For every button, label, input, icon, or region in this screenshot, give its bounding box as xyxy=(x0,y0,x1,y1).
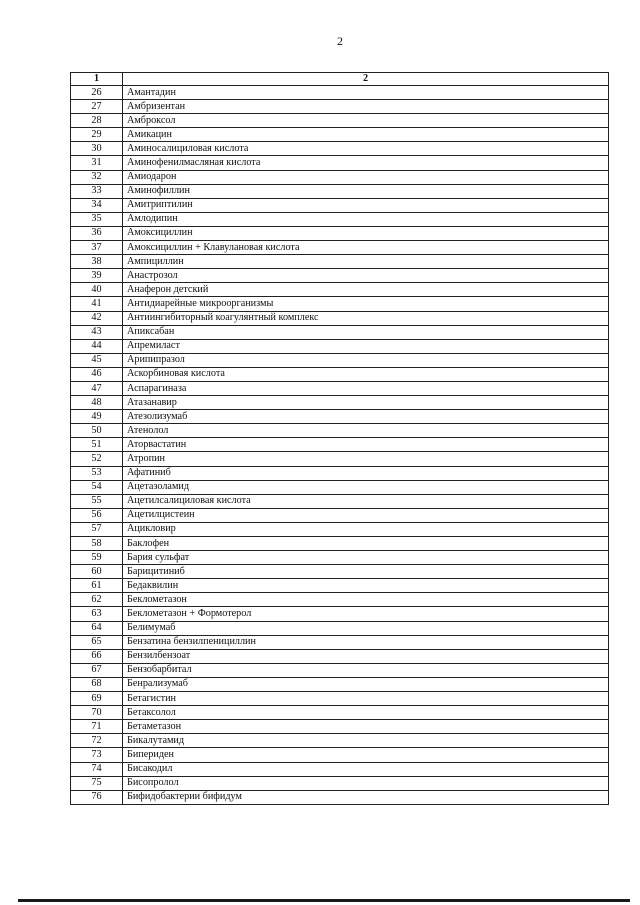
row-number: 58 xyxy=(71,537,123,551)
table-row xyxy=(71,128,609,142)
drug-name: Анастрозол xyxy=(123,269,609,283)
row-number: 49 xyxy=(71,410,123,424)
row-number: 26 xyxy=(71,86,123,100)
table-row xyxy=(71,621,609,635)
row-number: 71 xyxy=(71,720,123,734)
drug-name: Ацикловир xyxy=(123,522,609,536)
row-number: 50 xyxy=(71,424,123,438)
row-number: 74 xyxy=(71,762,123,776)
table-row xyxy=(71,297,609,311)
row-number: 61 xyxy=(71,579,123,593)
table-row xyxy=(71,748,609,762)
row-number: 65 xyxy=(71,635,123,649)
drug-name: Афатиниб xyxy=(123,466,609,480)
row-number: 75 xyxy=(71,776,123,790)
drug-name: Бифидобактерии бифидум xyxy=(123,790,609,804)
table-row xyxy=(71,607,609,621)
table-row xyxy=(71,156,609,170)
table-row xyxy=(71,438,609,452)
table-body xyxy=(71,86,609,805)
row-number: 38 xyxy=(71,255,123,269)
table-row xyxy=(71,706,609,720)
drug-name: Апремиласт xyxy=(123,339,609,353)
table-row xyxy=(71,269,609,283)
table-row xyxy=(71,762,609,776)
row-number: 68 xyxy=(71,677,123,691)
drug-name: Ацетилсалициловая кислота xyxy=(123,494,609,508)
table-row xyxy=(71,649,609,663)
row-number: 32 xyxy=(71,170,123,184)
table-row xyxy=(71,241,609,255)
drug-name: Беклометазон + Формотерол xyxy=(123,607,609,621)
row-number: 44 xyxy=(71,339,123,353)
table-row xyxy=(71,396,609,410)
row-number: 76 xyxy=(71,790,123,804)
table-row xyxy=(71,410,609,424)
row-number: 47 xyxy=(71,381,123,395)
row-number: 52 xyxy=(71,452,123,466)
table-row xyxy=(71,635,609,649)
row-number: 64 xyxy=(71,621,123,635)
row-number: 36 xyxy=(71,226,123,240)
row-number: 67 xyxy=(71,663,123,677)
column-header-name: 2 xyxy=(123,73,609,86)
row-number: 55 xyxy=(71,494,123,508)
table-row xyxy=(71,593,609,607)
row-number: 56 xyxy=(71,508,123,522)
table-row xyxy=(71,226,609,240)
drug-name: Атазанавир xyxy=(123,396,609,410)
drug-name: Беклометазон xyxy=(123,593,609,607)
drug-name: Аторвастатин xyxy=(123,438,609,452)
row-number: 37 xyxy=(71,241,123,255)
table-row xyxy=(71,508,609,522)
table-row xyxy=(71,452,609,466)
row-number: 48 xyxy=(71,396,123,410)
drug-name: Бенрализумаб xyxy=(123,677,609,691)
row-number: 43 xyxy=(71,325,123,339)
drug-name: Бисопролол xyxy=(123,776,609,790)
bottom-rule xyxy=(18,899,630,902)
table-row xyxy=(71,311,609,325)
table-row xyxy=(71,677,609,691)
drug-name: Амбризентан xyxy=(123,100,609,114)
row-number: 41 xyxy=(71,297,123,311)
drug-name: Бисакодил xyxy=(123,762,609,776)
table-row xyxy=(71,494,609,508)
row-number: 53 xyxy=(71,466,123,480)
row-number: 28 xyxy=(71,114,123,128)
row-number: 39 xyxy=(71,269,123,283)
drug-name: Атезолизумаб xyxy=(123,410,609,424)
row-number: 29 xyxy=(71,128,123,142)
drug-name: Амброксол xyxy=(123,114,609,128)
drug-name: Бензилбензоат xyxy=(123,649,609,663)
row-number: 73 xyxy=(71,748,123,762)
table-row xyxy=(71,565,609,579)
table-row xyxy=(71,325,609,339)
drug-name: Бензобарбитал xyxy=(123,663,609,677)
row-number: 46 xyxy=(71,367,123,381)
table-row xyxy=(71,480,609,494)
row-number: 40 xyxy=(71,283,123,297)
table-row xyxy=(71,663,609,677)
table-row xyxy=(71,734,609,748)
row-number: 62 xyxy=(71,593,123,607)
row-number: 70 xyxy=(71,706,123,720)
drug-name: Бетаксолол xyxy=(123,706,609,720)
drug-name: Ацетазоламид xyxy=(123,480,609,494)
table-row xyxy=(71,692,609,706)
table-row xyxy=(71,170,609,184)
table-row xyxy=(71,720,609,734)
drug-name: Атропин xyxy=(123,452,609,466)
table-row xyxy=(71,283,609,297)
drug-name: Бипериден xyxy=(123,748,609,762)
table-row xyxy=(71,466,609,480)
table-row xyxy=(71,184,609,198)
drug-name: Бетаметазон xyxy=(123,720,609,734)
drug-table xyxy=(70,72,609,805)
row-number: 30 xyxy=(71,142,123,156)
row-number: 54 xyxy=(71,480,123,494)
row-number: 33 xyxy=(71,184,123,198)
drug-name: Барицитиниб xyxy=(123,565,609,579)
row-number: 57 xyxy=(71,522,123,536)
table-header-row xyxy=(71,73,609,86)
table-row xyxy=(71,255,609,269)
table-row xyxy=(71,424,609,438)
row-number: 45 xyxy=(71,353,123,367)
drug-name: Бетагистин xyxy=(123,692,609,706)
row-number: 59 xyxy=(71,551,123,565)
drug-name: Аминофиллин xyxy=(123,184,609,198)
drug-name: Баклофен xyxy=(123,537,609,551)
drug-name: Бедаквилин xyxy=(123,579,609,593)
drug-name: Амоксициллин xyxy=(123,226,609,240)
drug-name: Аскорбиновая кислота xyxy=(123,367,609,381)
drug-name: Анаферон детский xyxy=(123,283,609,297)
table-row xyxy=(71,537,609,551)
row-number: 31 xyxy=(71,156,123,170)
page-number: 2 xyxy=(337,34,343,48)
drug-name: Ацетилцистеин xyxy=(123,508,609,522)
row-number: 63 xyxy=(71,607,123,621)
drug-name: Аминофенилмасляная кислота xyxy=(123,156,609,170)
table-row xyxy=(71,367,609,381)
table-row xyxy=(71,142,609,156)
drug-name: Амитриптилин xyxy=(123,198,609,212)
row-number: 27 xyxy=(71,100,123,114)
table-row xyxy=(71,790,609,804)
column-header-number: 1 xyxy=(71,73,123,86)
table-row xyxy=(71,114,609,128)
drug-name: Арипипразол xyxy=(123,353,609,367)
row-number: 60 xyxy=(71,565,123,579)
drug-name: Апиксабан xyxy=(123,325,609,339)
drug-name: Бензатина бензилпенициллин xyxy=(123,635,609,649)
table-row xyxy=(71,100,609,114)
table-row xyxy=(71,212,609,226)
table-row xyxy=(71,579,609,593)
row-number: 69 xyxy=(71,692,123,706)
table-row xyxy=(71,522,609,536)
row-number: 34 xyxy=(71,198,123,212)
row-number: 72 xyxy=(71,734,123,748)
drug-name: Ампициллин xyxy=(123,255,609,269)
drug-name: Амиодарон xyxy=(123,170,609,184)
drug-name: Амикацин xyxy=(123,128,609,142)
drug-name: Бикалутамид xyxy=(123,734,609,748)
drug-name: Амантадин xyxy=(123,86,609,100)
drug-name: Бария сульфат xyxy=(123,551,609,565)
drug-name: Амоксициллин + Клавулановая кислота xyxy=(123,241,609,255)
table-row xyxy=(71,776,609,790)
row-number: 51 xyxy=(71,438,123,452)
table-row xyxy=(71,339,609,353)
drug-name: Антиингибиторный коагулянтный комплекс xyxy=(123,311,609,325)
table-row xyxy=(71,198,609,212)
table-row xyxy=(71,86,609,100)
drug-name: Атенолол xyxy=(123,424,609,438)
row-number: 42 xyxy=(71,311,123,325)
drug-name: Аспарагиназа xyxy=(123,381,609,395)
table-row xyxy=(71,353,609,367)
row-number: 66 xyxy=(71,649,123,663)
drug-name: Антидиарейные микроорганизмы xyxy=(123,297,609,311)
drug-name: Амлодипин xyxy=(123,212,609,226)
table-row xyxy=(71,381,609,395)
drug-name: Аминосалициловая кислота xyxy=(123,142,609,156)
row-number: 35 xyxy=(71,212,123,226)
table-row xyxy=(71,551,609,565)
drug-name: Белимумаб xyxy=(123,621,609,635)
